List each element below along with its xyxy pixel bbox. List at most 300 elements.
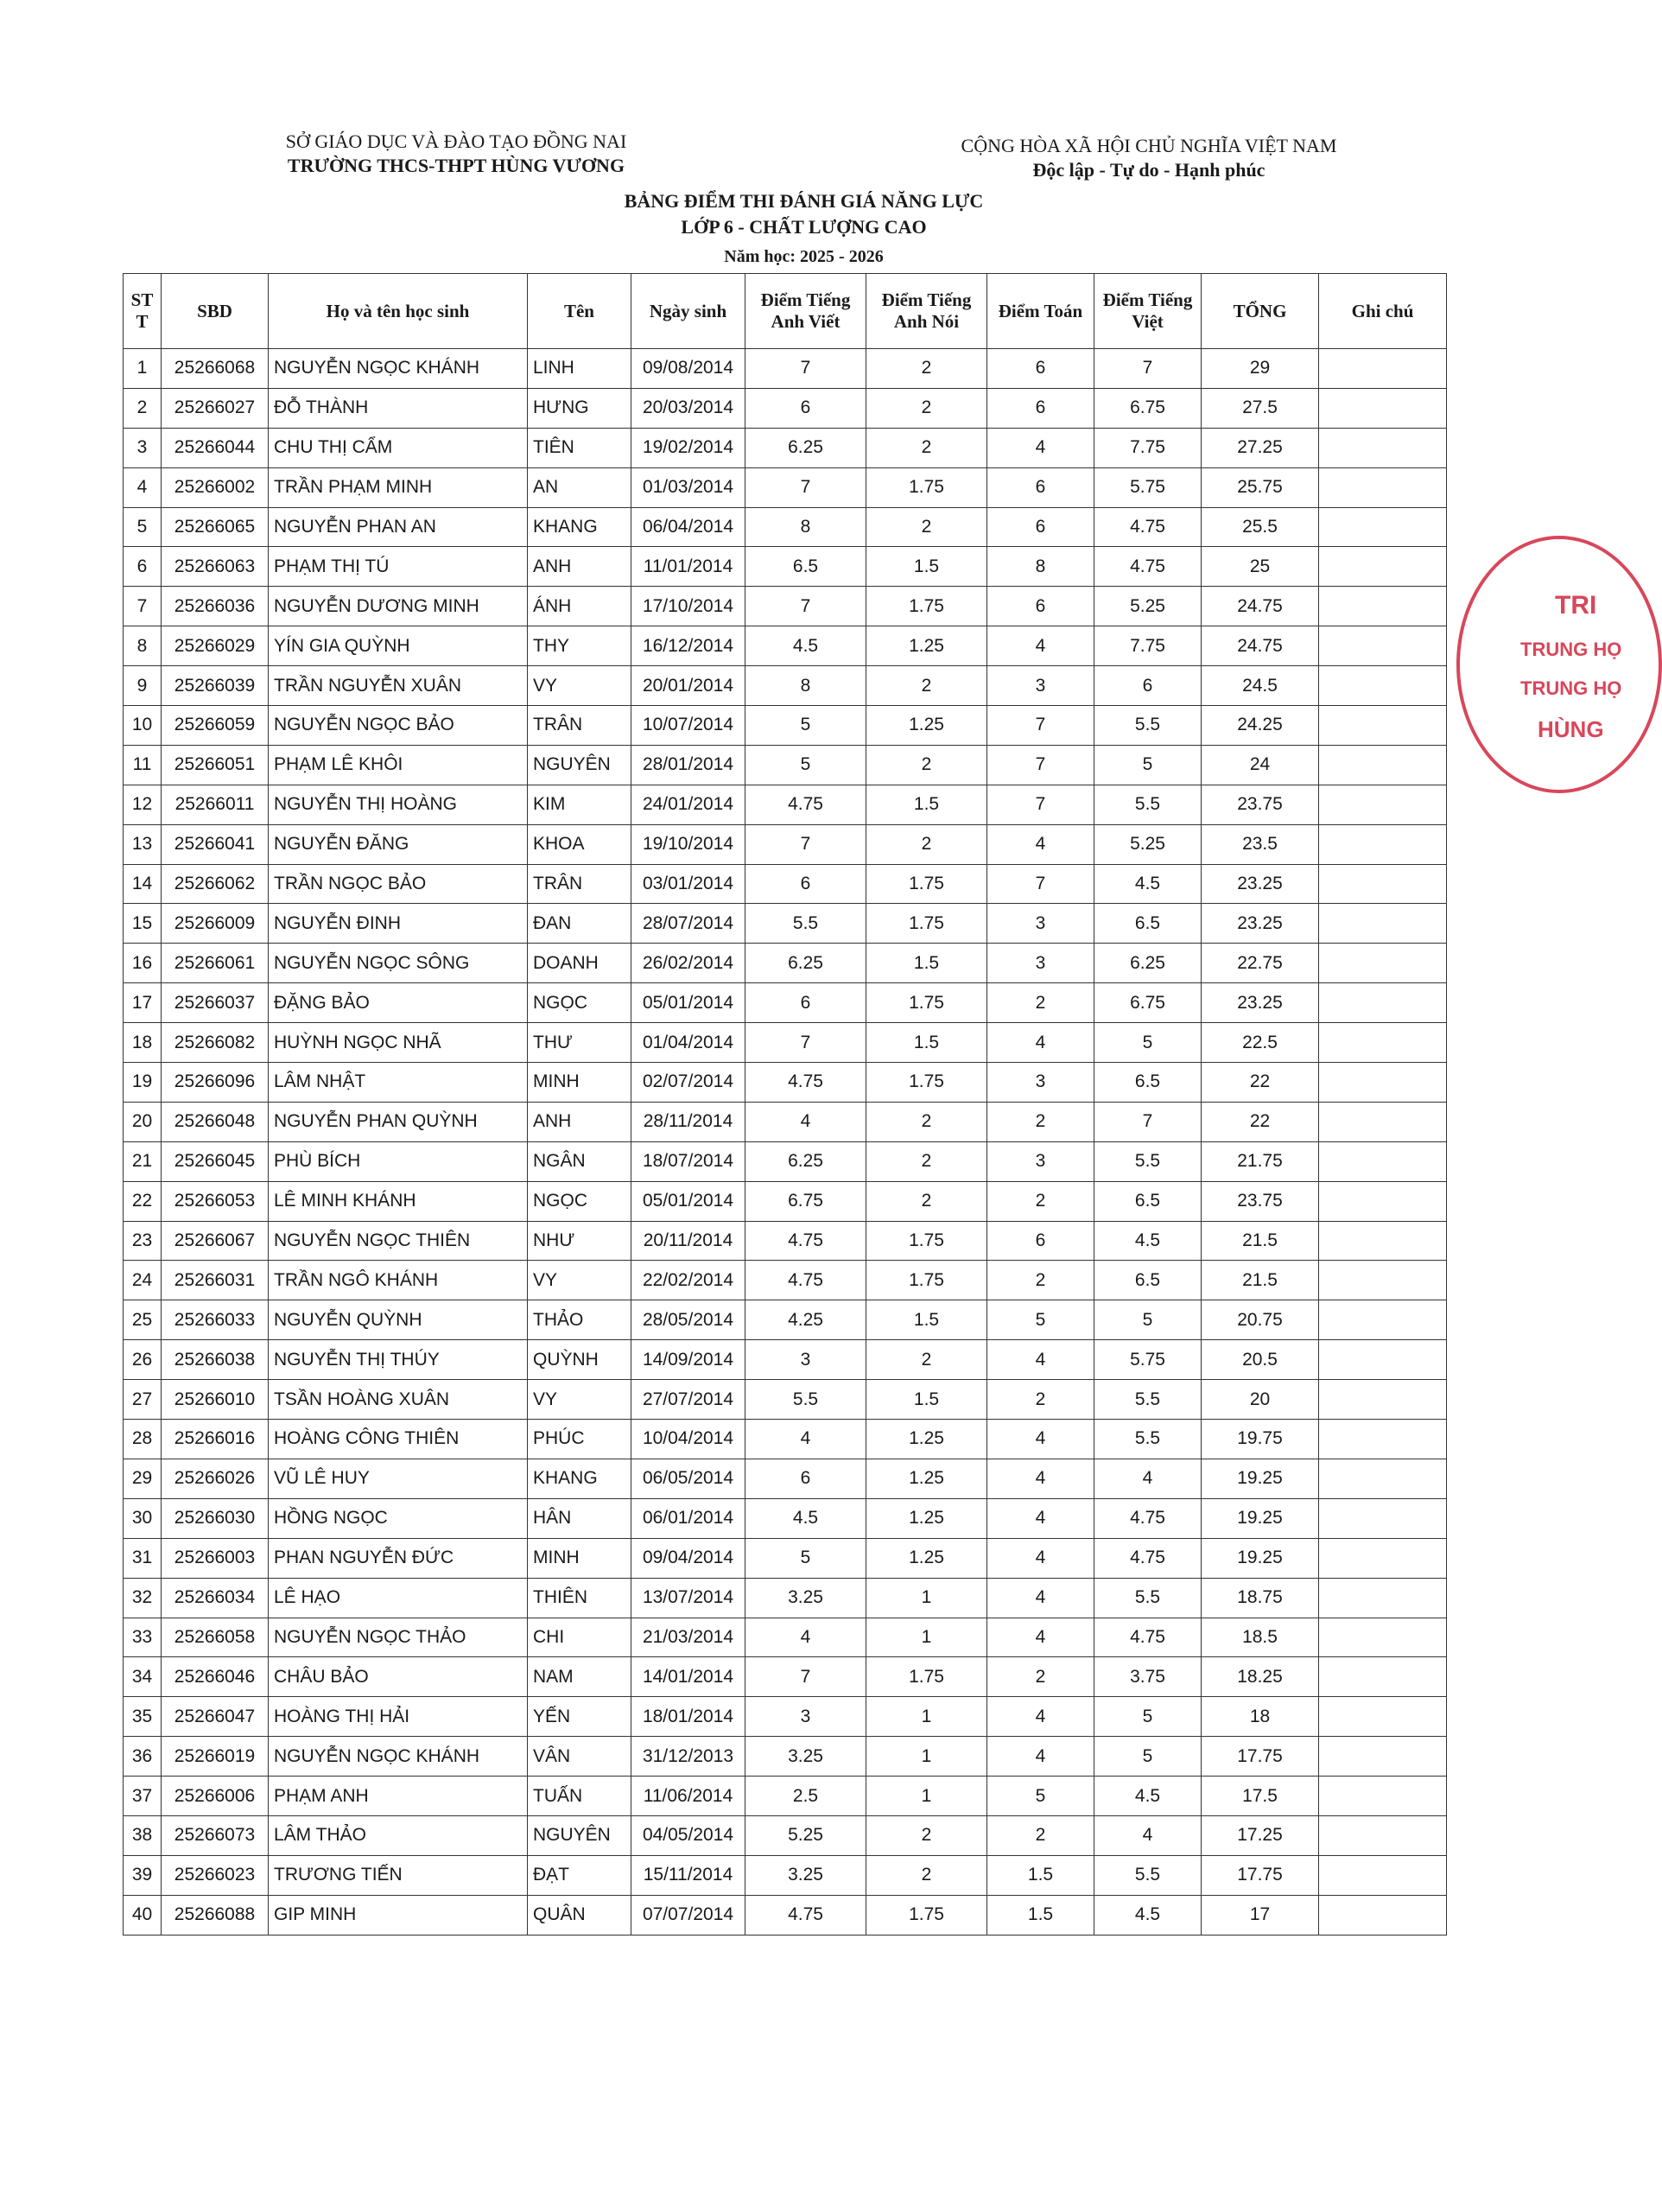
col-math: Điểm Toán xyxy=(987,274,1094,349)
cell-full-name: PHAN NGUYỄN ĐỨC xyxy=(269,1538,528,1578)
cell-sbd: 25266033 xyxy=(162,1300,269,1340)
cell-notes xyxy=(1319,1063,1447,1103)
cell-english-written: 5.5 xyxy=(745,1380,866,1420)
cell-full-name: NGUYỄN NGỌC THẢO xyxy=(269,1618,528,1657)
table-row xyxy=(124,1102,1447,1141)
cell-stt: 36 xyxy=(124,1737,162,1777)
cell-stt: 25 xyxy=(124,1300,162,1340)
cell-english-spoken: 1.75 xyxy=(866,1261,987,1300)
cell-notes xyxy=(1319,547,1447,587)
cell-sbd: 25266058 xyxy=(162,1618,269,1657)
cell-notes xyxy=(1319,1300,1447,1340)
cell-sbd: 25266068 xyxy=(162,349,269,389)
motto: Độc lập - Tự do - Hạnh phúc xyxy=(1032,159,1266,181)
cell-vietnamese: 6.75 xyxy=(1094,388,1202,428)
table-row xyxy=(124,1380,1447,1420)
cell-vietnamese: 7.75 xyxy=(1094,626,1202,666)
cell-english-written: 6 xyxy=(745,864,866,904)
cell-english-written: 5 xyxy=(745,1538,866,1578)
cell-english-spoken: 1.25 xyxy=(866,1459,987,1498)
cell-vietnamese: 5 xyxy=(1094,1023,1202,1063)
cell-english-written: 4.5 xyxy=(745,1498,866,1538)
cell-full-name: NGUYỄN NGỌC KHÁNH xyxy=(269,1737,528,1777)
cell-notes xyxy=(1319,785,1447,824)
col-notes: Ghi chú xyxy=(1319,274,1447,349)
cell-stt: 40 xyxy=(124,1895,162,1935)
cell-total: 17.25 xyxy=(1202,1815,1319,1855)
table-row xyxy=(124,1420,1447,1459)
table-row xyxy=(124,547,1447,587)
cell-math: 4 xyxy=(987,1420,1094,1459)
table-row xyxy=(124,349,1447,389)
cell-english-written: 5.5 xyxy=(745,904,866,944)
cell-stt: 16 xyxy=(124,944,162,983)
cell-given-name: ĐẠT xyxy=(528,1855,631,1895)
cell-notes xyxy=(1319,1737,1447,1777)
cell-stt: 34 xyxy=(124,1657,162,1697)
table-row xyxy=(124,666,1447,706)
cell-total: 22.75 xyxy=(1202,944,1319,983)
table-row xyxy=(124,944,1447,983)
cell-given-name: ANH xyxy=(528,1102,631,1141)
cell-english-written: 4 xyxy=(745,1102,866,1141)
cell-notes xyxy=(1319,983,1447,1023)
col-full-name: Họ và tên học sinh xyxy=(269,274,528,349)
cell-notes xyxy=(1319,745,1447,785)
cell-vietnamese: 6.5 xyxy=(1094,904,1202,944)
cell-stt: 15 xyxy=(124,904,162,944)
cell-math: 2 xyxy=(987,1181,1094,1221)
cell-given-name: THIÊN xyxy=(528,1578,631,1618)
cell-birth-date: 10/07/2014 xyxy=(631,706,745,746)
cell-total: 23.5 xyxy=(1202,824,1319,864)
cell-sbd: 25266009 xyxy=(162,904,269,944)
cell-total: 17.5 xyxy=(1202,1777,1319,1816)
cell-english-spoken: 2 xyxy=(866,1141,987,1181)
cell-english-spoken: 2 xyxy=(866,824,987,864)
cell-birth-date: 06/05/2014 xyxy=(631,1459,745,1498)
cell-total: 29 xyxy=(1202,349,1319,389)
cell-birth-date: 02/07/2014 xyxy=(631,1063,745,1103)
table-row xyxy=(124,1261,1447,1300)
cell-total: 25 xyxy=(1202,547,1319,587)
table-row xyxy=(124,785,1447,824)
cell-total: 25.5 xyxy=(1202,507,1319,547)
cell-vietnamese: 6 xyxy=(1094,666,1202,706)
table-row xyxy=(124,1221,1447,1261)
cell-math: 6 xyxy=(987,507,1094,547)
cell-math: 4 xyxy=(987,1023,1094,1063)
cell-full-name: CHU THỊ CẨM xyxy=(269,428,528,467)
cell-math: 7 xyxy=(987,864,1094,904)
cell-sbd: 25266073 xyxy=(162,1815,269,1855)
cell-birth-date: 19/02/2014 xyxy=(631,428,745,467)
cell-english-spoken: 2 xyxy=(866,507,987,547)
cell-english-spoken: 2 xyxy=(866,428,987,467)
cell-vietnamese: 6.5 xyxy=(1094,1181,1202,1221)
cell-english-spoken: 1.75 xyxy=(866,904,987,944)
cell-math: 5 xyxy=(987,1777,1094,1816)
cell-given-name: NGÂN xyxy=(528,1141,631,1181)
cell-vietnamese: 4.5 xyxy=(1094,864,1202,904)
cell-math: 4 xyxy=(987,1578,1094,1618)
cell-notes xyxy=(1319,1697,1447,1737)
cell-stt: 33 xyxy=(124,1618,162,1657)
cell-stt: 37 xyxy=(124,1777,162,1816)
cell-vietnamese: 4.5 xyxy=(1094,1221,1202,1261)
table-row xyxy=(124,1895,1447,1935)
cell-stt: 8 xyxy=(124,626,162,666)
cell-full-name: VŨ LÊ HUY xyxy=(269,1459,528,1498)
table-row xyxy=(124,587,1447,626)
score-table xyxy=(123,273,1447,1936)
cell-math: 4 xyxy=(987,1340,1094,1380)
table-row xyxy=(124,1498,1447,1538)
table-row xyxy=(124,1063,1447,1103)
cell-sbd: 25266048 xyxy=(162,1102,269,1141)
country-name: CỘNG HÒA XÃ HỘI CHỦ NGHĨA VIỆT NAM xyxy=(961,135,1337,156)
cell-stt: 2 xyxy=(124,388,162,428)
cell-math: 4 xyxy=(987,824,1094,864)
table-header-row xyxy=(124,274,1447,349)
cell-given-name: KHANG xyxy=(528,1459,631,1498)
cell-math: 7 xyxy=(987,706,1094,746)
cell-full-name: NGUYỄN DƯƠNG MINH xyxy=(269,587,528,626)
cell-vietnamese: 4.75 xyxy=(1094,1538,1202,1578)
cell-math: 3 xyxy=(987,666,1094,706)
cell-english-spoken: 1 xyxy=(866,1578,987,1618)
cell-vietnamese: 4.75 xyxy=(1094,507,1202,547)
cell-sbd: 25266096 xyxy=(162,1063,269,1103)
cell-full-name: HỒNG NGỌC xyxy=(269,1498,528,1538)
cell-english-written: 6 xyxy=(745,983,866,1023)
cell-math: 4 xyxy=(987,1459,1094,1498)
cell-english-spoken: 1 xyxy=(866,1777,987,1816)
cell-full-name: NGUYỄN THỊ HOÀNG xyxy=(269,785,528,824)
cell-vietnamese: 5.5 xyxy=(1094,1578,1202,1618)
cell-birth-date: 14/01/2014 xyxy=(631,1657,745,1697)
cell-vietnamese: 4.75 xyxy=(1094,1498,1202,1538)
cell-sbd: 25266053 xyxy=(162,1181,269,1221)
cell-birth-date: 01/03/2014 xyxy=(631,467,745,507)
cell-notes xyxy=(1319,1657,1447,1697)
cell-birth-date: 10/04/2014 xyxy=(631,1420,745,1459)
department-name: SỞ GIÁO DỤC VÀ ĐÀO TẠO ĐỒNG NAI xyxy=(285,130,627,152)
cell-sbd: 25266063 xyxy=(162,547,269,587)
cell-given-name: VÂN xyxy=(528,1737,631,1777)
cell-given-name: THY xyxy=(528,626,631,666)
cell-given-name: NGỌC xyxy=(528,1181,631,1221)
table-row xyxy=(124,1855,1447,1895)
school-name: TRƯỜNG THCS-THPT HÙNG VƯƠNG xyxy=(287,155,625,176)
cell-english-spoken: 1.75 xyxy=(866,1657,987,1697)
cell-sbd: 25266029 xyxy=(162,626,269,666)
cell-birth-date: 28/11/2014 xyxy=(631,1102,745,1141)
cell-math: 3 xyxy=(987,1141,1094,1181)
cell-english-written: 2.5 xyxy=(745,1777,866,1816)
document-title xyxy=(0,188,1608,240)
table-row xyxy=(124,1777,1447,1816)
cell-vietnamese: 5.5 xyxy=(1094,706,1202,746)
cell-english-spoken: 2 xyxy=(866,1181,987,1221)
col-sbd: SBD xyxy=(162,274,269,349)
cell-stt: 3 xyxy=(124,428,162,467)
cell-total: 19.25 xyxy=(1202,1498,1319,1538)
cell-full-name: TRẦN NGUYỄN XUÂN xyxy=(269,666,528,706)
national-motto xyxy=(942,134,1356,182)
table-row xyxy=(124,428,1447,467)
col-vietnamese: Điểm Tiếng Việt xyxy=(1094,274,1202,349)
cell-stt: 24 xyxy=(124,1261,162,1300)
cell-birth-date: 05/01/2014 xyxy=(631,1181,745,1221)
cell-full-name: TRẦN PHẠM MINH xyxy=(269,467,528,507)
cell-total: 18.25 xyxy=(1202,1657,1319,1697)
cell-sbd: 25266036 xyxy=(162,587,269,626)
issuing-authority xyxy=(275,130,638,178)
cell-notes xyxy=(1319,1815,1447,1855)
table-row xyxy=(124,467,1447,507)
cell-sbd: 25266088 xyxy=(162,1895,269,1935)
cell-english-spoken: 2 xyxy=(866,349,987,389)
cell-vietnamese: 5.5 xyxy=(1094,1420,1202,1459)
official-seal: TRI TRUNG HỌ TRUNG HỌ HÙNG xyxy=(1456,536,1662,793)
cell-english-written: 7 xyxy=(745,1657,866,1697)
cell-english-written: 6.25 xyxy=(745,428,866,467)
cell-math: 4 xyxy=(987,1697,1094,1737)
cell-english-spoken: 1.75 xyxy=(866,467,987,507)
cell-notes xyxy=(1319,626,1447,666)
cell-english-written: 7 xyxy=(745,824,866,864)
col-birth-date: Ngày sinh xyxy=(631,274,745,349)
cell-sbd: 25266039 xyxy=(162,666,269,706)
cell-given-name: KHOA xyxy=(528,824,631,864)
cell-given-name: MINH xyxy=(528,1063,631,1103)
cell-notes xyxy=(1319,349,1447,389)
cell-notes xyxy=(1319,1141,1447,1181)
cell-given-name: CHI xyxy=(528,1618,631,1657)
table-row xyxy=(124,1340,1447,1380)
cell-english-written: 4.75 xyxy=(745,1261,866,1300)
cell-notes xyxy=(1319,1459,1447,1498)
cell-stt: 20 xyxy=(124,1102,162,1141)
cell-english-written: 7 xyxy=(745,467,866,507)
cell-given-name: ÁNH xyxy=(528,587,631,626)
cell-birth-date: 09/08/2014 xyxy=(631,349,745,389)
cell-english-spoken: 1.75 xyxy=(866,1221,987,1261)
cell-sbd: 25266047 xyxy=(162,1697,269,1737)
cell-vietnamese: 7 xyxy=(1094,1102,1202,1141)
cell-english-written: 7 xyxy=(745,349,866,389)
cell-stt: 32 xyxy=(124,1578,162,1618)
cell-english-written: 4.5 xyxy=(745,626,866,666)
cell-notes xyxy=(1319,507,1447,547)
cell-stt: 17 xyxy=(124,983,162,1023)
table-row xyxy=(124,1697,1447,1737)
cell-given-name: ANH xyxy=(528,547,631,587)
cell-english-written: 5.25 xyxy=(745,1815,866,1855)
cell-total: 19.75 xyxy=(1202,1420,1319,1459)
cell-english-written: 3 xyxy=(745,1340,866,1380)
cell-notes xyxy=(1319,666,1447,706)
cell-english-written: 6.5 xyxy=(745,547,866,587)
cell-english-spoken: 2 xyxy=(866,1815,987,1855)
col-english-written: Điểm Tiếng Anh Viết xyxy=(745,274,866,349)
cell-birth-date: 18/01/2014 xyxy=(631,1697,745,1737)
cell-total: 22 xyxy=(1202,1102,1319,1141)
cell-english-spoken: 1.25 xyxy=(866,1538,987,1578)
cell-total: 19.25 xyxy=(1202,1538,1319,1578)
cell-birth-date: 14/09/2014 xyxy=(631,1340,745,1380)
cell-total: 21.5 xyxy=(1202,1221,1319,1261)
cell-notes xyxy=(1319,1420,1447,1459)
cell-given-name: MINH xyxy=(528,1538,631,1578)
cell-full-name: TRƯƠNG TIẾN xyxy=(269,1855,528,1895)
cell-birth-date: 11/01/2014 xyxy=(631,547,745,587)
cell-given-name: NGỌC xyxy=(528,983,631,1023)
cell-math: 6 xyxy=(987,467,1094,507)
cell-notes xyxy=(1319,1340,1447,1380)
col-english-spoken: Điểm Tiếng Anh Nói xyxy=(866,274,987,349)
cell-full-name: NGUYỄN PHAN QUỲNH xyxy=(269,1102,528,1141)
cell-given-name: VY xyxy=(528,1261,631,1300)
cell-english-spoken: 1 xyxy=(866,1697,987,1737)
cell-given-name: TRÂN xyxy=(528,864,631,904)
cell-sbd: 25266065 xyxy=(162,507,269,547)
title-line-2: LỚP 6 - CHẤT LƯỢNG CAO xyxy=(681,216,927,238)
cell-vietnamese: 5 xyxy=(1094,1737,1202,1777)
cell-sbd: 25266059 xyxy=(162,706,269,746)
cell-full-name: NGUYỄN ĐINH xyxy=(269,904,528,944)
cell-stt: 6 xyxy=(124,547,162,587)
cell-given-name: NGUYÊN xyxy=(528,1815,631,1855)
cell-full-name: PHẠM ANH xyxy=(269,1777,528,1816)
cell-stt: 23 xyxy=(124,1221,162,1261)
cell-given-name: PHÚC xyxy=(528,1420,631,1459)
cell-total: 21.75 xyxy=(1202,1141,1319,1181)
cell-stt: 9 xyxy=(124,666,162,706)
cell-birth-date: 21/03/2014 xyxy=(631,1618,745,1657)
cell-english-written: 6.25 xyxy=(745,1141,866,1181)
cell-birth-date: 01/04/2014 xyxy=(631,1023,745,1063)
cell-vietnamese: 6.75 xyxy=(1094,983,1202,1023)
table-row xyxy=(124,1459,1447,1498)
cell-notes xyxy=(1319,864,1447,904)
table-row xyxy=(124,388,1447,428)
cell-sbd: 25266026 xyxy=(162,1459,269,1498)
table-row xyxy=(124,1181,1447,1221)
cell-math: 6 xyxy=(987,1221,1094,1261)
cell-given-name: THƯ xyxy=(528,1023,631,1063)
cell-birth-date: 20/11/2014 xyxy=(631,1221,745,1261)
cell-total: 22.5 xyxy=(1202,1023,1319,1063)
cell-total: 25.75 xyxy=(1202,467,1319,507)
cell-birth-date: 28/01/2014 xyxy=(631,745,745,785)
cell-math: 2 xyxy=(987,1815,1094,1855)
cell-birth-date: 31/12/2013 xyxy=(631,1737,745,1777)
cell-full-name: PHÙ BÍCH xyxy=(269,1141,528,1181)
cell-full-name: LÂM NHẬT xyxy=(269,1063,528,1103)
cell-birth-date: 05/01/2014 xyxy=(631,983,745,1023)
cell-english-written: 7 xyxy=(745,1023,866,1063)
cell-birth-date: 28/05/2014 xyxy=(631,1300,745,1340)
cell-english-written: 6.25 xyxy=(745,944,866,983)
cell-full-name: NGUYỄN NGỌC THIÊN xyxy=(269,1221,528,1261)
cell-english-written: 7 xyxy=(745,587,866,626)
table-row xyxy=(124,1815,1447,1855)
cell-full-name: NGUYỄN NGỌC BẢO xyxy=(269,706,528,746)
table-row xyxy=(124,1618,1447,1657)
cell-sbd: 25266030 xyxy=(162,1498,269,1538)
cell-full-name: ĐỖ THÀNH xyxy=(269,388,528,428)
cell-given-name: VY xyxy=(528,1380,631,1420)
cell-english-written: 3 xyxy=(745,1697,866,1737)
cell-vietnamese: 4 xyxy=(1094,1815,1202,1855)
cell-sbd: 25266006 xyxy=(162,1777,269,1816)
cell-vietnamese: 4.5 xyxy=(1094,1895,1202,1935)
cell-english-written: 6 xyxy=(745,388,866,428)
cell-full-name: CHÂU BẢO xyxy=(269,1657,528,1697)
cell-birth-date: 27/07/2014 xyxy=(631,1380,745,1420)
cell-sbd: 25266023 xyxy=(162,1855,269,1895)
cell-total: 20.5 xyxy=(1202,1340,1319,1380)
cell-given-name: QUÂN xyxy=(528,1895,631,1935)
cell-vietnamese: 4.75 xyxy=(1094,1618,1202,1657)
cell-total: 24.75 xyxy=(1202,626,1319,666)
cell-math: 6 xyxy=(987,349,1094,389)
cell-vietnamese: 5 xyxy=(1094,1300,1202,1340)
cell-vietnamese: 4.5 xyxy=(1094,1777,1202,1816)
cell-total: 20 xyxy=(1202,1380,1319,1420)
cell-full-name: NGUYỄN PHAN AN xyxy=(269,507,528,547)
cell-birth-date: 11/06/2014 xyxy=(631,1777,745,1816)
cell-total: 19.25 xyxy=(1202,1459,1319,1498)
cell-sbd: 25266027 xyxy=(162,388,269,428)
cell-math: 3 xyxy=(987,1063,1094,1103)
cell-vietnamese: 4 xyxy=(1094,1459,1202,1498)
cell-english-spoken: 1.5 xyxy=(866,1300,987,1340)
cell-full-name: NGUYỄN THỊ THÚY xyxy=(269,1340,528,1380)
cell-english-written: 8 xyxy=(745,666,866,706)
cell-math: 6 xyxy=(987,388,1094,428)
cell-full-name: NGUYỄN NGỌC SÔNG xyxy=(269,944,528,983)
cell-total: 24.75 xyxy=(1202,587,1319,626)
cell-total: 27.25 xyxy=(1202,428,1319,467)
cell-math: 1.5 xyxy=(987,1895,1094,1935)
cell-notes xyxy=(1319,1023,1447,1063)
cell-given-name: HƯNG xyxy=(528,388,631,428)
cell-sbd: 25266067 xyxy=(162,1221,269,1261)
cell-stt: 4 xyxy=(124,467,162,507)
cell-full-name: LÊ HẠO xyxy=(269,1578,528,1618)
cell-birth-date: 03/01/2014 xyxy=(631,864,745,904)
cell-vietnamese: 7 xyxy=(1094,349,1202,389)
cell-sbd: 25266019 xyxy=(162,1737,269,1777)
cell-english-spoken: 1.75 xyxy=(866,983,987,1023)
cell-full-name: NGUYỄN ĐĂNG xyxy=(269,824,528,864)
cell-english-written: 3.25 xyxy=(745,1578,866,1618)
cell-sbd: 25266051 xyxy=(162,745,269,785)
cell-math: 4 xyxy=(987,1538,1094,1578)
cell-total: 24 xyxy=(1202,745,1319,785)
table-row xyxy=(124,1538,1447,1578)
cell-stt: 28 xyxy=(124,1420,162,1459)
cell-english-spoken: 2 xyxy=(866,745,987,785)
cell-math: 8 xyxy=(987,547,1094,587)
cell-stt: 11 xyxy=(124,745,162,785)
cell-vietnamese: 5.75 xyxy=(1094,1340,1202,1380)
cell-birth-date: 18/07/2014 xyxy=(631,1141,745,1181)
col-total: TỔNG xyxy=(1202,274,1319,349)
